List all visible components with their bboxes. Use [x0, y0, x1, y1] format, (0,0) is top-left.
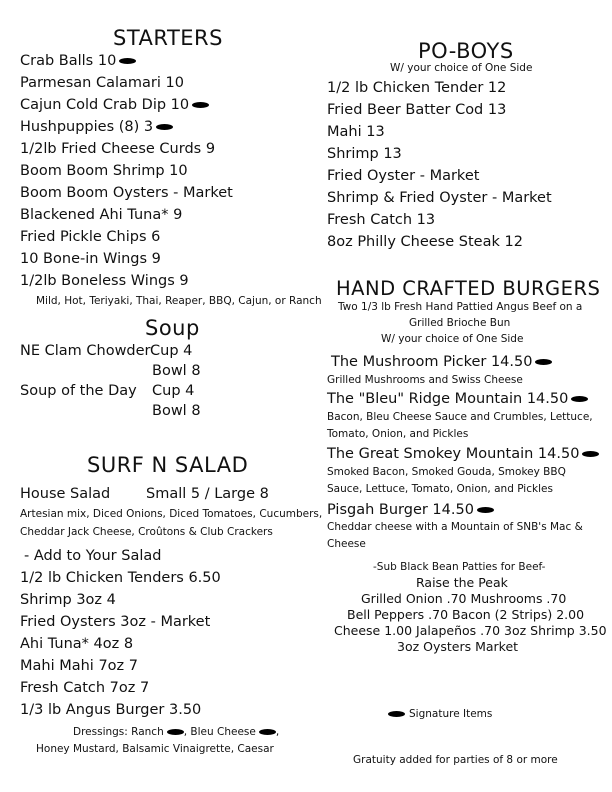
- signature-dot-icon: [167, 729, 184, 735]
- starters-title: STARTERS: [113, 26, 223, 50]
- topping-line: Grilled Onion .70 Mushrooms .70: [361, 591, 567, 606]
- menu-item: 1/2lb Fried Cheese Curds 9: [20, 141, 216, 157]
- menu-item: Boom Boom Oysters - Market: [20, 185, 233, 201]
- soup-chowder-cup: Cup 4: [150, 343, 193, 359]
- gratuity-note: Gratuity added for parties of 8 or more: [353, 754, 558, 766]
- house-salad: House Salad: [20, 486, 111, 502]
- salad-add-item: 1/2 lb Chicken Tenders 6.50: [20, 570, 221, 586]
- burger-desc: Bacon, Bleu Cheese Sauce and Crumbles, Lettuce,: [327, 411, 593, 423]
- menu-item: Shrimp & Fried Oyster - Market: [327, 190, 552, 206]
- menu-item: Crab Balls 10: [20, 54, 136, 69]
- salad-add-item: Ahi Tuna* 4oz 8: [20, 636, 134, 652]
- menu-item: 1/2lb Boneless Wings 9: [20, 273, 189, 289]
- topping-line: Cheese 1.00 Jalapeños .70 3oz Shrimp 3.50: [334, 623, 607, 638]
- burger-name: The Great Smokey Mountain 14.50: [327, 447, 599, 462]
- poboys-subtitle: W/ your choice of One Side: [390, 62, 533, 74]
- burgers-intro: Grilled Brioche Bun: [409, 317, 511, 329]
- signature-dot-icon: [582, 451, 599, 457]
- menu-item: Fresh Catch 13: [327, 212, 436, 228]
- salad-add-item: Fresh Catch 7oz 7: [20, 680, 150, 696]
- menu-item: Shrimp 13: [327, 146, 402, 162]
- add-to-salad: - Add to Your Salad: [24, 548, 162, 564]
- signature-dot-icon: [535, 359, 552, 365]
- burger-name: Pisgah Burger 14.50: [327, 503, 494, 518]
- menu-item: 1/2 lb Chicken Tender 12: [327, 80, 507, 96]
- menu-item: Fried Oyster - Market: [327, 168, 480, 184]
- menu-item: Cajun Cold Crab Dip 10: [20, 98, 209, 113]
- menu-item: Fried Pickle Chips 6: [20, 229, 161, 245]
- burgers-title: HAND CRAFTED BURGERS: [336, 277, 601, 300]
- raise-the-peak: Raise the Peak: [416, 575, 508, 590]
- soup-title: Soup: [145, 316, 200, 340]
- topping-line: Bell Peppers .70 Bacon (2 Strips) 2.00: [347, 607, 585, 622]
- signature-dot-icon: [477, 507, 494, 513]
- sub-note: -Sub Black Bean Patties for Beef-: [373, 561, 546, 573]
- poboys-title: PO-BOYS: [418, 39, 514, 63]
- burger-desc: Tomato, Onion, and Pickles: [327, 428, 469, 440]
- salad-desc: Cheddar Jack Cheese, Croûtons & Club Crackers: [20, 526, 273, 538]
- signature-dot-icon: [192, 102, 209, 108]
- menu-item: Mahi 13: [327, 124, 385, 140]
- burger-desc: Smoked Bacon, Smoked Gouda, Smokey BBQ: [327, 466, 566, 478]
- soup-day-cup: Cup 4: [152, 383, 195, 399]
- signature-legend: Signature Items: [388, 709, 492, 720]
- burger-desc: Cheddar cheese with a Mountain of SNB's Mac &: [327, 521, 583, 533]
- house-salad-price: Small 5 / Large 8: [146, 486, 269, 502]
- signature-dot-icon: [388, 711, 405, 717]
- burger-desc: Cheese: [327, 538, 366, 550]
- salad-add-item: 1/3 lb Angus Burger 3.50: [20, 702, 202, 718]
- signature-dot-icon: [156, 124, 173, 130]
- soup-chowder: NE Clam Chowder: [20, 343, 151, 359]
- salad-title: SURF N SALAD: [87, 453, 249, 477]
- menu-item: Hushpuppies (8) 3: [20, 120, 173, 135]
- wing-sauces: Mild, Hot, Teriyaki, Thai, Reaper, BBQ, Cajun, or Ranch: [36, 295, 322, 307]
- burger-desc: Grilled Mushrooms and Swiss Cheese: [327, 374, 523, 386]
- soup-chowder-bowl: Bowl 8: [152, 363, 201, 379]
- signature-dot-icon: [259, 729, 276, 735]
- signature-dot-icon: [571, 396, 588, 402]
- menu-item: Boom Boom Shrimp 10: [20, 163, 188, 179]
- burger-name: The Mushroom Picker 14.50: [331, 355, 552, 370]
- soup-of-day: Soup of the Day: [20, 383, 137, 399]
- burger-desc: Sauce, Lettuce, Tomato, Onion, and Pickles: [327, 483, 553, 495]
- burger-name: The "Bleu" Ridge Mountain 14.50: [327, 392, 588, 407]
- burgers-intro: Two 1/3 lb Fresh Hand Pattied Angus Beef on a: [338, 301, 583, 313]
- soup-day-bowl: Bowl 8: [152, 403, 201, 419]
- burgers-intro: W/ your choice of One Side: [381, 333, 524, 345]
- menu-item: Parmesan Calamari 10: [20, 75, 184, 91]
- signature-dot-icon: [119, 58, 136, 64]
- salad-desc: Artesian mix, Diced Onions, Diced Tomatoes, Cucumbers,: [20, 508, 323, 520]
- topping-line: 3oz Oysters Market: [397, 639, 519, 654]
- salad-add-item: Shrimp 3oz 4: [20, 592, 116, 608]
- menu-item: 10 Bone-in Wings 9: [20, 251, 161, 267]
- salad-add-item: Mahi Mahi 7oz 7: [20, 658, 138, 674]
- menu-item: Fried Beer Batter Cod 13: [327, 102, 507, 118]
- salad-add-item: Fried Oysters 3oz - Market: [20, 614, 211, 630]
- dressings: Honey Mustard, Balsamic Vinaigrette, Caesar: [36, 743, 274, 755]
- dressings: Dressings: Ranch , Bleu Cheese ,: [73, 726, 280, 738]
- menu-item: Blackened Ahi Tuna* 9: [20, 207, 183, 223]
- menu-item: 8oz Philly Cheese Steak 12: [327, 234, 523, 250]
